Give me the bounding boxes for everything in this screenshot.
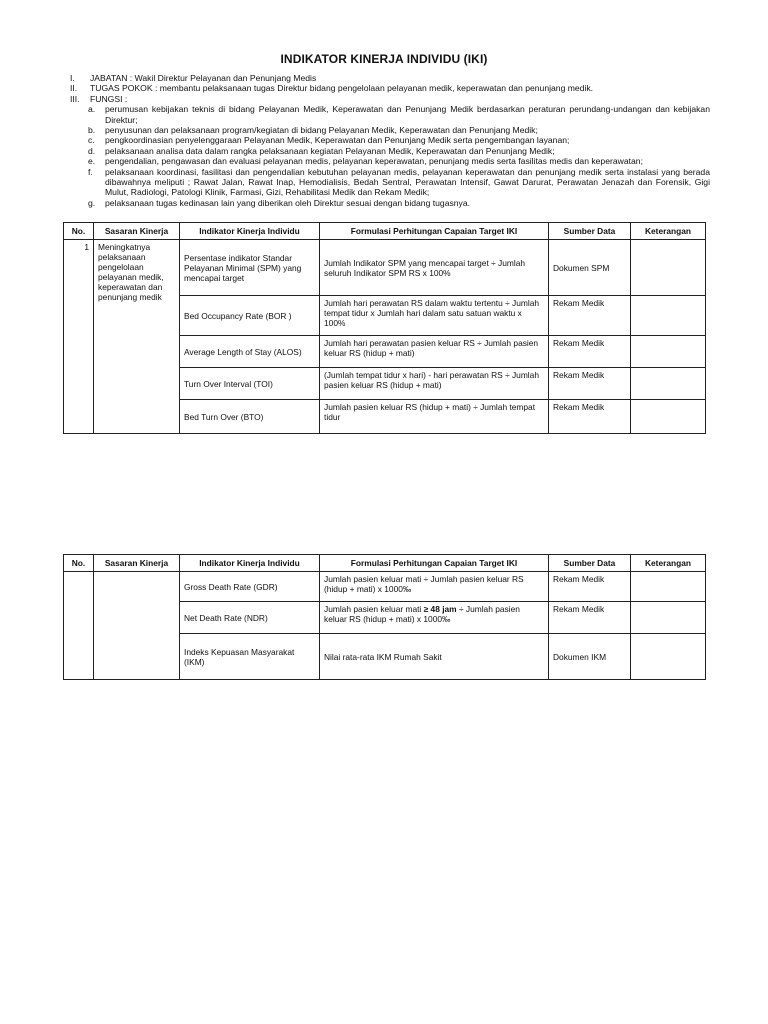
formulasi-text: ÷ Jumlah pasien keluar RS (hidup + mati) x 1000‰ (324, 604, 520, 624)
indikator-cell: Net Death Rate (NDR) (180, 602, 320, 634)
header-sasaran: Sasaran Kinerja (94, 223, 180, 240)
table-header-row (64, 223, 706, 240)
row-number: 1 (64, 240, 94, 434)
sumber-cell: Rekam Medik (549, 572, 631, 602)
keterangan-cell (631, 240, 706, 296)
fungsi-text: perumusan kebijakan teknis di bidang Pelayanan Medik, Keperawatan dan Penunjang Medik berdasarkan peraturan perundang-undangan dan kebijakan Direktur; (105, 104, 710, 125)
formulasi-cell: (Jumlah tempat tidur x hari) - hari perawatan RS ÷ Jumlah pasien keluar RS (hidup + mati) (320, 368, 549, 400)
roman-numeral: II. (70, 83, 78, 94)
keterangan-cell (631, 634, 706, 680)
iki-table-1 (63, 222, 706, 434)
sumber-cell: Rekam Medik (549, 368, 631, 400)
indikator-cell: Average Length of Stay (ALOS) (180, 336, 320, 368)
indikator-cell: Persentase indikator Standar Pelayanan Minimal (SPM) yang mencapai target (180, 240, 320, 296)
fungsi-letter: d. (88, 145, 96, 156)
sumber-cell: Rekam Medik (549, 602, 631, 634)
sasaran-kinerja (94, 572, 180, 680)
job-description (70, 73, 710, 208)
formulasi-cell: Jumlah hari perawatan pasien keluar RS ÷ Jumlah pasien keluar RS (hidup + mati) (320, 336, 549, 368)
header-formulasi: Formulasi Perhitungan Capaian Target IKI (320, 555, 549, 572)
indikator-cell: Bed Occupancy Rate (BOR ) (180, 296, 320, 336)
header-sumber: Sumber Data (549, 223, 631, 240)
sumber-cell: Dokumen SPM (549, 240, 631, 296)
fungsi-item (88, 146, 710, 156)
header-keterangan: Keterangan (631, 555, 706, 572)
header-sasaran: Sasaran Kinerja (94, 555, 180, 572)
jabatan-line (70, 73, 710, 83)
fungsi-text: pelaksanaan koordinasi, fasilitasi dan pengendalian kebutuhan pelayanan medis, pelayanan keperawatan dan penunjang medik serta instalasi yang berada dibawahnya meliputi ; Rawat Jalan, Rawat Inap, Hemodialisis, Bedah Sentral, Perawatan Intensif, Gawat Darurat, Perawatan Jenazah dan Forensik, Gigi Mulut, Radiologi, Patologi Klinik, Farmasi, Gizi, Rehabilitasi Medik dan Rekam Medik; (105, 166, 710, 198)
fungsi-item (88, 198, 710, 208)
fungsi-label: FUNGSI : (90, 93, 128, 104)
header-no: No. (64, 223, 94, 240)
fungsi-letter: b. (88, 125, 96, 136)
header-indikator: Indikator Kinerja Individu (180, 555, 320, 572)
indikator-cell: Gross Death Rate (GDR) (180, 572, 320, 602)
keterangan-cell (631, 400, 706, 434)
fungsi-text: pelaksanaan analisa data dalam rangka pelaksanaan kegiatan Pelayanan Medik, Keperawatan dan Penunjang Medik; (105, 145, 555, 156)
keterangan-cell (631, 368, 706, 400)
sumber-cell: Rekam Medik (549, 400, 631, 434)
fungsi-item (88, 104, 710, 125)
fungsi-letter: a. (88, 104, 96, 115)
formulasi-cell (320, 602, 549, 634)
fungsi-item (88, 135, 710, 145)
header-no: No. (64, 555, 94, 572)
sumber-cell: Rekam Medik (549, 296, 631, 336)
formulasi-cell: Jumlah pasien keluar RS (hidup + mati) ÷ Jumlah tempat tidur (320, 400, 549, 434)
fungsi-text: pengendalian, pengawasan dan evaluasi pelayanan medis, pelayanan keperawatan, penunjang medis serta fasilitas medis dan keperawatan; (105, 156, 643, 167)
formulasi-cell: Jumlah pasien keluar mati ÷ Jumlah pasien keluar RS (hidup + mati) x 1000‰ (320, 572, 549, 602)
header-formulasi: Formulasi Perhitungan Capaian Target IKI (320, 223, 549, 240)
indikator-cell: Turn Over Interval (TOI) (180, 368, 320, 400)
fungsi-list (88, 104, 710, 208)
jabatan-text: JABATAN : Wakil Direktur Pelayanan dan Penunjang Medis (90, 73, 317, 83)
indikator-cell: Indeks Kepuasan Masyarakat (IKM) (180, 634, 320, 680)
table-row (64, 572, 706, 602)
keterangan-cell (631, 296, 706, 336)
header-sumber: Sumber Data (549, 555, 631, 572)
sumber-cell: Rekam Medik (549, 336, 631, 368)
formulasi-cell: Jumlah Indikator SPM yang mencapai target ÷ Jumlah seluruh Indikator SPM RS x 100% (320, 240, 549, 296)
table-row (64, 240, 706, 296)
fungsi-letter: g. (88, 197, 96, 208)
formulasi-text: Jumlah pasien keluar mati (324, 604, 424, 614)
formulasi-cell: Jumlah hari perawatan RS dalam waktu tertentu ÷ Jumlah tempat tidur x Jumlah hari dalam satu satuan waktu x 100% (320, 296, 549, 336)
formulasi-bold-text: ≥ 48 jam (423, 604, 457, 614)
table-header-row (64, 555, 706, 572)
fungsi-item (88, 125, 710, 135)
document-title: INDIKATOR KINERJA INDIVIDU (IKI) (280, 52, 488, 66)
fungsi-text: penyusunan dan pelaksanaan program/kegiatan di bidang Pelayanan Medik, Keperawatan dan Penunjang Medik; (105, 125, 538, 136)
fungsi-item (88, 167, 710, 198)
roman-numeral: I. (70, 73, 75, 83)
indikator-cell: Bed Turn Over (BTO) (180, 400, 320, 434)
formulasi-cell: Nilai rata-rata IKM Rumah Sakit (320, 634, 549, 680)
fungsi-heading (70, 94, 710, 104)
sumber-cell: Dokumen IKM (549, 634, 631, 680)
tugas-pokok-text: TUGAS POKOK : membantu pelaksanaan tugas Direktur bidang pengelolaan pelayanan medik, keperawatan dan penunjang medik. (90, 83, 594, 94)
keterangan-cell (631, 572, 706, 602)
fungsi-letter: c. (88, 135, 95, 146)
tugas-pokok-line (70, 83, 710, 93)
row-number (64, 572, 94, 680)
header-indikator: Indikator Kinerja Individu (180, 223, 320, 240)
keterangan-cell (631, 336, 706, 368)
roman-numeral: III. (70, 93, 80, 104)
keterangan-cell (631, 602, 706, 634)
sasaran-kinerja: Meningkatnya pelaksanaan pengelolaan pelayanan medik, keperawatan dan penunjang medik (94, 240, 180, 434)
header-keterangan: Keterangan (631, 223, 706, 240)
fungsi-item (88, 156, 710, 166)
fungsi-text: pelaksanaan tugas kedinasan lain yang diberikan oleh Direktur sesuai dengan bidang tugasnya. (105, 197, 471, 208)
fungsi-letter: e. (88, 156, 96, 167)
iki-table-2 (63, 554, 706, 680)
fungsi-text: pengkoordinasian penyelenggaraan Pelayanan Medik, Keperawatan dan Penunjang Medik serta pengembangan layanan; (105, 135, 570, 146)
fungsi-letter: f. (88, 166, 93, 177)
